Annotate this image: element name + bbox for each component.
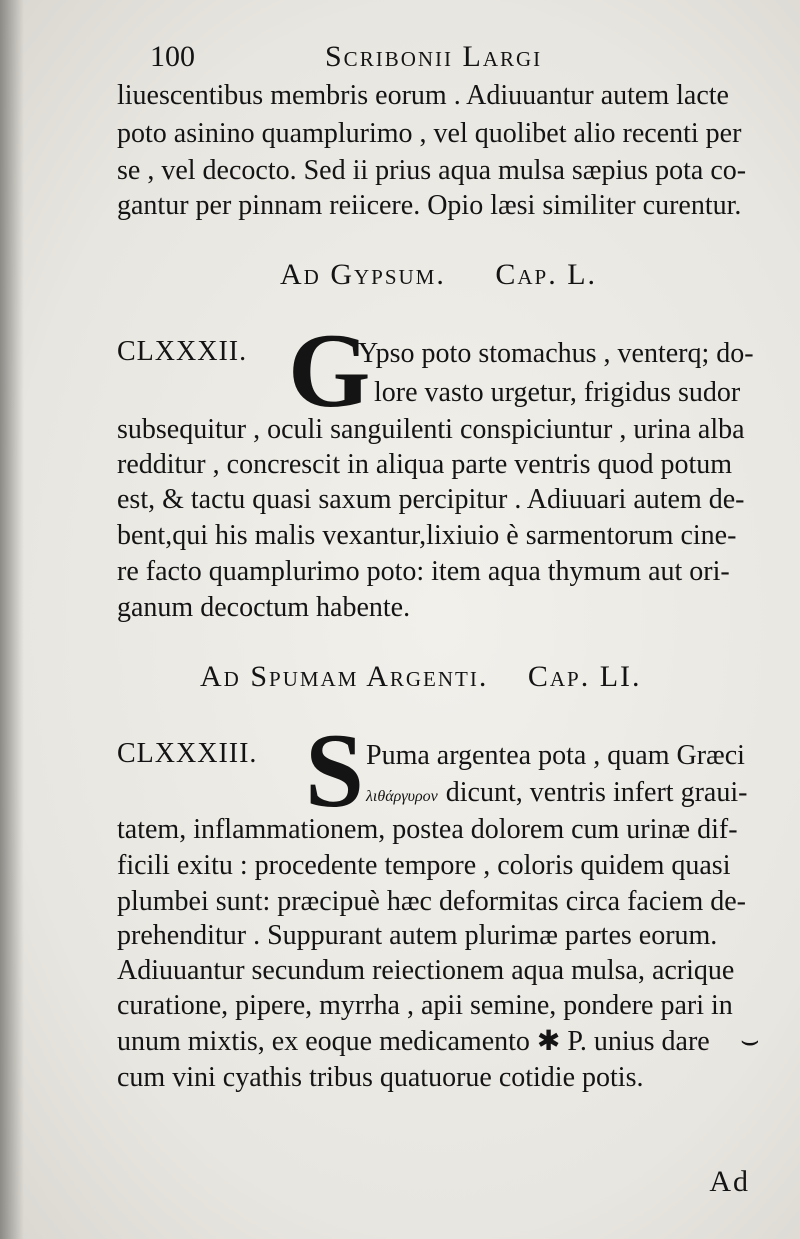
text-line: curatione, pipere, myrrha , apii semine, pondere pari in [117, 990, 733, 1021]
text-line: ganum decoctum habente. [117, 592, 411, 623]
chapter-number: Cap. L. [495, 258, 598, 291]
text-line: re facto quamplurimo poto: item aqua thymum aut ori- [117, 556, 730, 587]
text-line [366, 775, 747, 815]
text-line: ficili exitu : procedente tempore , coloris quidem quasi [117, 850, 731, 881]
text-line: tatem, inflammationem, postea dolorem cum urinæ dif- [117, 814, 738, 845]
page-header [150, 40, 760, 80]
section-number: CLXXXIII. [117, 738, 258, 769]
greek-word: λιθάργυρον [366, 788, 438, 805]
text-line: se , vel decocto. Sed ii prius aqua mulsa sæpius pota co- [117, 155, 747, 186]
text-line: cum vini cyathis tribus quatuorue cotidie potis. [117, 1062, 644, 1093]
text-line: Ypso poto stomachus , venterq; do- [358, 338, 754, 369]
text-line: redditur , concrescit in aliqua parte ventris quod potum [117, 449, 733, 480]
text-line: gantur per pinnam reiicere. Opio læsi similiter curentur. [117, 190, 742, 221]
drop-cap: S [305, 712, 364, 829]
text-line: bent,qui his malis vexantur,lixiuio è sarmentorum cine- [117, 520, 737, 551]
text-line: prehenditur . Suppurant autem plurimæ partes eorum. [117, 920, 718, 951]
chapter-number: Cap. LI. [527, 660, 642, 693]
gutter-shadow [0, 0, 24, 1239]
text-line: unum mixtis, ex eoque medicamento ✱ P. unius dare [117, 1026, 710, 1057]
catchword: Ad [709, 1165, 750, 1198]
chapter-title: Ad Spumam Argenti. [200, 660, 489, 693]
text-line: plumbei sunt: præcipuè hæc deformitas circa faciem de- [117, 886, 747, 917]
text-line: Adiuuantur secundum reiectionem aqua mulsa, acrique [117, 955, 735, 986]
chapter-heading [280, 258, 597, 292]
section-number: CLXXXII. [117, 336, 248, 367]
text-line: lore vasto urgetur, frigidus sudor [374, 377, 741, 408]
text-line: subsequitur , oculi sanguilenti conspiciuntur , urina alba [117, 414, 745, 445]
ornament-glyph: ⌣ [740, 1024, 760, 1057]
drop-cap: G [288, 312, 371, 429]
text-line: liuescentibus membris eorum . Adiuuantur autem lacte [117, 80, 729, 111]
text-line-rest: dicunt, ventris infert graui- [445, 777, 748, 808]
running-head: Scribonii Largi [325, 40, 543, 73]
text-line: poto asinino quamplurimo , vel quolibet alio recenti per [117, 118, 742, 149]
text-line: est, & tactu quasi saxum percipitur . Adiuuari autem de- [117, 484, 745, 515]
text-line: Puma argentea pota , quam Græci [366, 740, 745, 771]
chapter-heading [200, 660, 642, 694]
chapter-title: Ad Gypsum. [280, 258, 446, 291]
page-number: 100 [150, 40, 195, 73]
